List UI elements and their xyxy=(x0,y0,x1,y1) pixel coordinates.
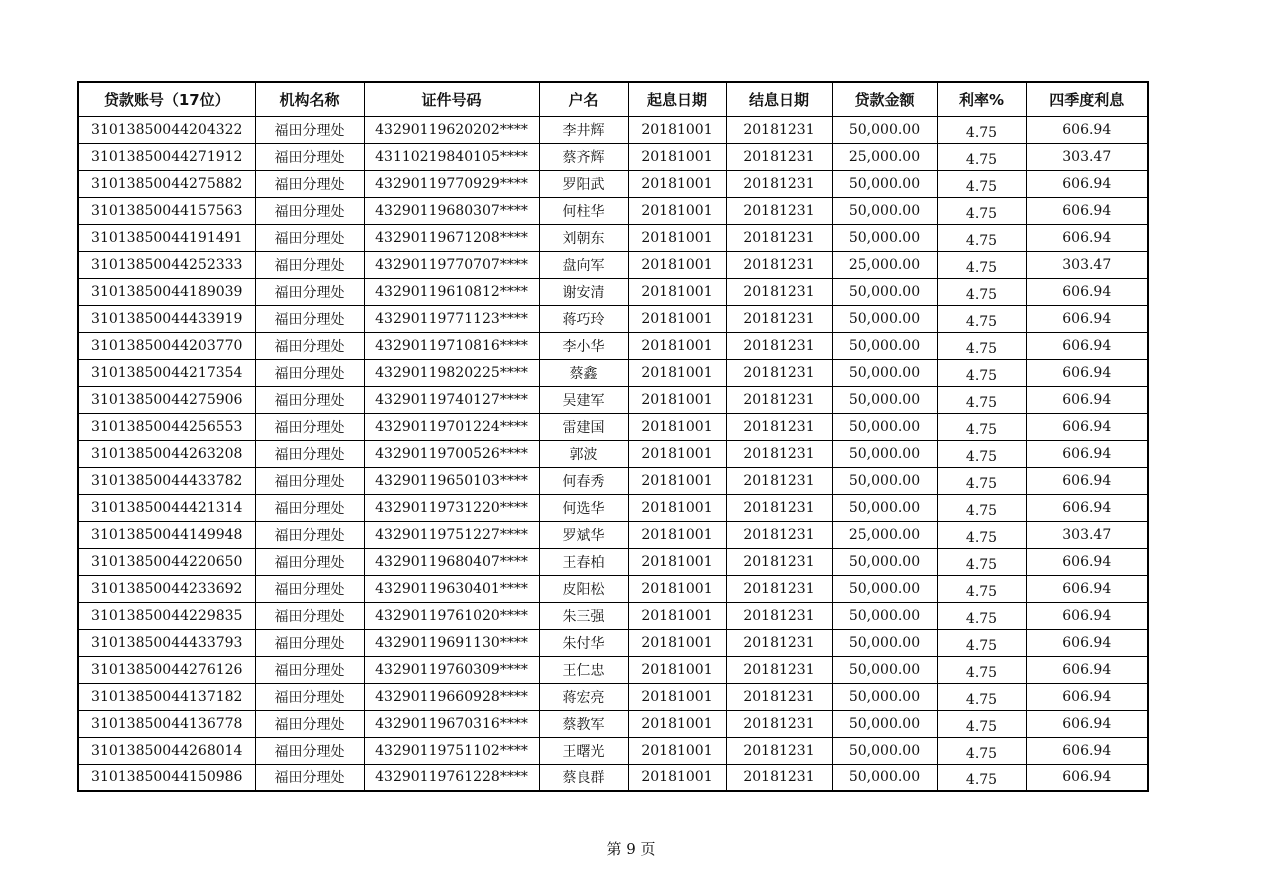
cell-start-date: 20181001 xyxy=(628,224,726,251)
cell-institution: 福田分理处 xyxy=(255,494,364,521)
cell-q4-interest: 606.94 xyxy=(1026,548,1148,575)
table-row xyxy=(78,602,1148,629)
cell-settle-date: 20181231 xyxy=(726,602,832,629)
cell-institution: 福田分理处 xyxy=(255,737,364,764)
table-row xyxy=(78,143,1148,170)
table-row xyxy=(78,305,1148,332)
cell-loan-account: 31013850044150986 xyxy=(78,764,255,791)
cell-interest-rate: 4.75 xyxy=(937,116,1026,143)
cell-loan-amount: 50,000.00 xyxy=(832,386,937,413)
cell-loan-amount: 50,000.00 xyxy=(832,710,937,737)
cell-loan-amount: 50,000.00 xyxy=(832,602,937,629)
cell-institution: 福田分理处 xyxy=(255,656,364,683)
cell-settle-date: 20181231 xyxy=(726,170,832,197)
cell-interest-rate: 4.75 xyxy=(937,251,1026,278)
cell-id-number: 43290119751227**** xyxy=(364,521,539,548)
cell-id-number: 43290119820225**** xyxy=(364,359,539,386)
cell-q4-interest: 606.94 xyxy=(1026,116,1148,143)
cell-id-number: 43290119761020**** xyxy=(364,602,539,629)
cell-settle-date: 20181231 xyxy=(726,656,832,683)
cell-loan-account: 31013850044203770 xyxy=(78,332,255,359)
cell-loan-account: 31013850044433919 xyxy=(78,305,255,332)
header-settle-date: 结息日期 xyxy=(726,82,832,116)
cell-loan-amount: 25,000.00 xyxy=(832,521,937,548)
cell-loan-amount: 25,000.00 xyxy=(832,143,937,170)
cell-q4-interest: 606.94 xyxy=(1026,602,1148,629)
table-row xyxy=(78,413,1148,440)
cell-account-name: 王仁忠 xyxy=(539,656,628,683)
cell-q4-interest: 606.94 xyxy=(1026,359,1148,386)
cell-loan-amount: 50,000.00 xyxy=(832,683,937,710)
cell-account-name: 何春秀 xyxy=(539,467,628,494)
cell-start-date: 20181001 xyxy=(628,386,726,413)
cell-start-date: 20181001 xyxy=(628,440,726,467)
cell-interest-rate: 4.75 xyxy=(937,143,1026,170)
cell-account-name: 蔡教军 xyxy=(539,710,628,737)
table-row xyxy=(78,494,1148,521)
cell-institution: 福田分理处 xyxy=(255,467,364,494)
cell-account-name: 蔡鑫 xyxy=(539,359,628,386)
cell-start-date: 20181001 xyxy=(628,170,726,197)
cell-interest-rate: 4.75 xyxy=(937,602,1026,629)
cell-id-number: 43290119710816**** xyxy=(364,332,539,359)
cell-settle-date: 20181231 xyxy=(726,116,832,143)
cell-id-number: 43290119630401**** xyxy=(364,575,539,602)
header-institution: 机构名称 xyxy=(255,82,364,116)
cell-account-name: 蔡齐辉 xyxy=(539,143,628,170)
cell-settle-date: 20181231 xyxy=(726,305,832,332)
cell-start-date: 20181001 xyxy=(628,710,726,737)
cell-id-number: 43290119731220**** xyxy=(364,494,539,521)
cell-account-name: 何选华 xyxy=(539,494,628,521)
cell-account-name: 李井辉 xyxy=(539,116,628,143)
cell-loan-account: 31013850044204322 xyxy=(78,116,255,143)
cell-start-date: 20181001 xyxy=(628,197,726,224)
header-q4-interest: 四季度利息 xyxy=(1026,82,1148,116)
cell-id-number: 43290119771123**** xyxy=(364,305,539,332)
cell-loan-account: 31013850044149948 xyxy=(78,521,255,548)
cell-id-number: 43290119700526**** xyxy=(364,440,539,467)
cell-loan-amount: 50,000.00 xyxy=(832,332,937,359)
cell-settle-date: 20181231 xyxy=(726,440,832,467)
cell-interest-rate: 4.75 xyxy=(937,737,1026,764)
cell-settle-date: 20181231 xyxy=(726,710,832,737)
table-header-row xyxy=(78,82,1148,116)
table-row xyxy=(78,629,1148,656)
cell-settle-date: 20181231 xyxy=(726,521,832,548)
cell-loan-account: 31013850044256553 xyxy=(78,413,255,440)
cell-start-date: 20181001 xyxy=(628,521,726,548)
cell-loan-amount: 50,000.00 xyxy=(832,116,937,143)
cell-settle-date: 20181231 xyxy=(726,359,832,386)
cell-settle-date: 20181231 xyxy=(726,224,832,251)
cell-start-date: 20181001 xyxy=(628,359,726,386)
cell-institution: 福田分理处 xyxy=(255,197,364,224)
table-row xyxy=(78,575,1148,602)
cell-start-date: 20181001 xyxy=(628,656,726,683)
cell-start-date: 20181001 xyxy=(628,116,726,143)
cell-institution: 福田分理处 xyxy=(255,413,364,440)
cell-settle-date: 20181231 xyxy=(726,278,832,305)
cell-institution: 福田分理处 xyxy=(255,602,364,629)
cell-interest-rate: 4.75 xyxy=(937,656,1026,683)
header-id-number: 证件号码 xyxy=(364,82,539,116)
cell-q4-interest: 606.94 xyxy=(1026,440,1148,467)
cell-loan-account: 31013850044189039 xyxy=(78,278,255,305)
cell-loan-amount: 50,000.00 xyxy=(832,764,937,791)
table-row xyxy=(78,548,1148,575)
cell-q4-interest: 606.94 xyxy=(1026,737,1148,764)
cell-id-number: 43290119770707**** xyxy=(364,251,539,278)
cell-institution: 福田分理处 xyxy=(255,683,364,710)
cell-settle-date: 20181231 xyxy=(726,197,832,224)
cell-institution: 福田分理处 xyxy=(255,710,364,737)
cell-loan-amount: 50,000.00 xyxy=(832,467,937,494)
cell-start-date: 20181001 xyxy=(628,413,726,440)
cell-q4-interest: 606.94 xyxy=(1026,413,1148,440)
cell-account-name: 刘朝东 xyxy=(539,224,628,251)
cell-q4-interest: 606.94 xyxy=(1026,629,1148,656)
cell-id-number: 43290119680407**** xyxy=(364,548,539,575)
cell-account-name: 罗阳武 xyxy=(539,170,628,197)
cell-settle-date: 20181231 xyxy=(726,575,832,602)
table-row xyxy=(78,251,1148,278)
cell-interest-rate: 4.75 xyxy=(937,278,1026,305)
cell-q4-interest: 606.94 xyxy=(1026,467,1148,494)
cell-q4-interest: 606.94 xyxy=(1026,494,1148,521)
cell-loan-account: 31013850044137182 xyxy=(78,683,255,710)
cell-interest-rate: 4.75 xyxy=(937,683,1026,710)
cell-interest-rate: 4.75 xyxy=(937,170,1026,197)
cell-loan-amount: 50,000.00 xyxy=(832,494,937,521)
cell-start-date: 20181001 xyxy=(628,764,726,791)
cell-account-name: 罗斌华 xyxy=(539,521,628,548)
cell-account-name: 郭波 xyxy=(539,440,628,467)
cell-institution: 福田分理处 xyxy=(255,332,364,359)
cell-settle-date: 20181231 xyxy=(726,737,832,764)
cell-loan-account: 31013850044233692 xyxy=(78,575,255,602)
cell-q4-interest: 606.94 xyxy=(1026,386,1148,413)
table-row xyxy=(78,764,1148,791)
cell-start-date: 20181001 xyxy=(628,332,726,359)
table-row xyxy=(78,359,1148,386)
cell-q4-interest: 606.94 xyxy=(1026,278,1148,305)
cell-q4-interest: 606.94 xyxy=(1026,710,1148,737)
cell-interest-rate: 4.75 xyxy=(937,629,1026,656)
cell-q4-interest: 606.94 xyxy=(1026,683,1148,710)
table-row xyxy=(78,683,1148,710)
cell-loan-amount: 50,000.00 xyxy=(832,359,937,386)
cell-institution: 福田分理处 xyxy=(255,251,364,278)
cell-start-date: 20181001 xyxy=(628,602,726,629)
cell-q4-interest: 606.94 xyxy=(1026,656,1148,683)
table-row xyxy=(78,170,1148,197)
cell-account-name: 王曙光 xyxy=(539,737,628,764)
cell-settle-date: 20181231 xyxy=(726,629,832,656)
table-row xyxy=(78,224,1148,251)
cell-interest-rate: 4.75 xyxy=(937,359,1026,386)
table-row xyxy=(78,278,1148,305)
cell-account-name: 朱三强 xyxy=(539,602,628,629)
cell-settle-date: 20181231 xyxy=(726,332,832,359)
cell-start-date: 20181001 xyxy=(628,251,726,278)
cell-q4-interest: 606.94 xyxy=(1026,575,1148,602)
cell-institution: 福田分理处 xyxy=(255,386,364,413)
cell-interest-rate: 4.75 xyxy=(937,440,1026,467)
table-row xyxy=(78,197,1148,224)
cell-interest-rate: 4.75 xyxy=(937,521,1026,548)
cell-start-date: 20181001 xyxy=(628,278,726,305)
cell-loan-amount: 50,000.00 xyxy=(832,629,937,656)
cell-account-name: 何柱华 xyxy=(539,197,628,224)
cell-loan-amount: 50,000.00 xyxy=(832,656,937,683)
header-start-date: 起息日期 xyxy=(628,82,726,116)
cell-loan-account: 31013850044275882 xyxy=(78,170,255,197)
table-body xyxy=(78,116,1148,791)
cell-id-number: 43290119760309**** xyxy=(364,656,539,683)
cell-institution: 福田分理处 xyxy=(255,521,364,548)
cell-account-name: 谢安清 xyxy=(539,278,628,305)
cell-account-name: 蒋宏亮 xyxy=(539,683,628,710)
header-account-name: 户名 xyxy=(539,82,628,116)
cell-loan-amount: 50,000.00 xyxy=(832,224,937,251)
cell-start-date: 20181001 xyxy=(628,467,726,494)
cell-interest-rate: 4.75 xyxy=(937,224,1026,251)
cell-settle-date: 20181231 xyxy=(726,143,832,170)
cell-institution: 福田分理处 xyxy=(255,278,364,305)
cell-q4-interest: 606.94 xyxy=(1026,305,1148,332)
cell-settle-date: 20181231 xyxy=(726,251,832,278)
cell-loan-amount: 50,000.00 xyxy=(832,170,937,197)
cell-start-date: 20181001 xyxy=(628,683,726,710)
cell-id-number: 43290119671208**** xyxy=(364,224,539,251)
cell-loan-account: 31013850044157563 xyxy=(78,197,255,224)
cell-id-number: 43290119751102**** xyxy=(364,737,539,764)
cell-start-date: 20181001 xyxy=(628,575,726,602)
cell-loan-account: 31013850044217354 xyxy=(78,359,255,386)
cell-q4-interest: 303.47 xyxy=(1026,143,1148,170)
header-loan-account: 贷款账号（17位） xyxy=(78,82,255,116)
cell-loan-account: 31013850044229835 xyxy=(78,602,255,629)
cell-start-date: 20181001 xyxy=(628,494,726,521)
cell-institution: 福田分理处 xyxy=(255,629,364,656)
cell-id-number: 43290119650103**** xyxy=(364,467,539,494)
cell-institution: 福田分理处 xyxy=(255,575,364,602)
cell-interest-rate: 4.75 xyxy=(937,467,1026,494)
cell-interest-rate: 4.75 xyxy=(937,332,1026,359)
cell-start-date: 20181001 xyxy=(628,143,726,170)
cell-start-date: 20181001 xyxy=(628,629,726,656)
cell-interest-rate: 4.75 xyxy=(937,494,1026,521)
cell-loan-account: 31013850044275906 xyxy=(78,386,255,413)
cell-institution: 福田分理处 xyxy=(255,359,364,386)
cell-loan-account: 31013850044433793 xyxy=(78,629,255,656)
table-row xyxy=(78,116,1148,143)
cell-interest-rate: 4.75 xyxy=(937,386,1026,413)
cell-interest-rate: 4.75 xyxy=(937,305,1026,332)
cell-q4-interest: 303.47 xyxy=(1026,251,1148,278)
cell-settle-date: 20181231 xyxy=(726,386,832,413)
cell-id-number: 43290119610812**** xyxy=(364,278,539,305)
cell-account-name: 朱付华 xyxy=(539,629,628,656)
cell-settle-date: 20181231 xyxy=(726,764,832,791)
cell-institution: 福田分理处 xyxy=(255,116,364,143)
cell-loan-amount: 50,000.00 xyxy=(832,575,937,602)
cell-loan-amount: 50,000.00 xyxy=(832,305,937,332)
table-row xyxy=(78,332,1148,359)
cell-settle-date: 20181231 xyxy=(726,548,832,575)
cell-loan-amount: 50,000.00 xyxy=(832,197,937,224)
cell-interest-rate: 4.75 xyxy=(937,197,1026,224)
cell-account-name: 盘向军 xyxy=(539,251,628,278)
cell-loan-amount: 50,000.00 xyxy=(832,440,937,467)
cell-account-name: 王春柏 xyxy=(539,548,628,575)
table-row xyxy=(78,440,1148,467)
cell-loan-account: 31013850044268014 xyxy=(78,737,255,764)
cell-institution: 福田分理处 xyxy=(255,143,364,170)
cell-institution: 福田分理处 xyxy=(255,170,364,197)
cell-id-number: 43290119670316**** xyxy=(364,710,539,737)
cell-loan-account: 31013850044276126 xyxy=(78,656,255,683)
cell-q4-interest: 606.94 xyxy=(1026,332,1148,359)
cell-loan-account: 31013850044220650 xyxy=(78,548,255,575)
cell-institution: 福田分理处 xyxy=(255,440,364,467)
cell-interest-rate: 4.75 xyxy=(937,413,1026,440)
table-row xyxy=(78,386,1148,413)
cell-account-name: 蒋巧玲 xyxy=(539,305,628,332)
cell-loan-account: 31013850044191491 xyxy=(78,224,255,251)
cell-id-number: 43290119770929**** xyxy=(364,170,539,197)
cell-q4-interest: 303.47 xyxy=(1026,521,1148,548)
cell-id-number: 43110219840105**** xyxy=(364,143,539,170)
cell-loan-account: 31013850044136778 xyxy=(78,710,255,737)
cell-id-number: 43290119680307**** xyxy=(364,197,539,224)
cell-id-number: 43290119691130**** xyxy=(364,629,539,656)
cell-institution: 福田分理处 xyxy=(255,548,364,575)
cell-q4-interest: 606.94 xyxy=(1026,224,1148,251)
cell-interest-rate: 4.75 xyxy=(937,764,1026,791)
cell-loan-amount: 50,000.00 xyxy=(832,548,937,575)
cell-settle-date: 20181231 xyxy=(726,683,832,710)
table-row xyxy=(78,710,1148,737)
page-number: 第 9 页 xyxy=(606,840,656,858)
cell-start-date: 20181001 xyxy=(628,737,726,764)
cell-institution: 福田分理处 xyxy=(255,305,364,332)
table-row xyxy=(78,521,1148,548)
cell-account-name: 雷建国 xyxy=(539,413,628,440)
cell-id-number: 43290119701224**** xyxy=(364,413,539,440)
cell-id-number: 43290119761228**** xyxy=(364,764,539,791)
cell-account-name: 李小华 xyxy=(539,332,628,359)
cell-loan-account: 31013850044433782 xyxy=(78,467,255,494)
cell-interest-rate: 4.75 xyxy=(937,710,1026,737)
cell-account-name: 吴建军 xyxy=(539,386,628,413)
cell-id-number: 43290119620202**** xyxy=(364,116,539,143)
cell-institution: 福田分理处 xyxy=(255,224,364,251)
cell-start-date: 20181001 xyxy=(628,305,726,332)
cell-id-number: 43290119660928**** xyxy=(364,683,539,710)
cell-settle-date: 20181231 xyxy=(726,413,832,440)
cell-loan-account: 31013850044421314 xyxy=(78,494,255,521)
cell-loan-amount: 50,000.00 xyxy=(832,737,937,764)
cell-id-number: 43290119740127**** xyxy=(364,386,539,413)
table-row xyxy=(78,467,1148,494)
header-loan-amount: 贷款金额 xyxy=(832,82,937,116)
cell-loan-account: 31013850044271912 xyxy=(78,143,255,170)
cell-q4-interest: 606.94 xyxy=(1026,197,1148,224)
cell-interest-rate: 4.75 xyxy=(937,575,1026,602)
cell-loan-amount: 50,000.00 xyxy=(832,413,937,440)
cell-start-date: 20181001 xyxy=(628,548,726,575)
table-row xyxy=(78,656,1148,683)
header-interest-rate: 利率% xyxy=(937,82,1026,116)
cell-interest-rate: 4.75 xyxy=(937,548,1026,575)
cell-q4-interest: 606.94 xyxy=(1026,764,1148,791)
cell-loan-account: 31013850044252333 xyxy=(78,251,255,278)
cell-account-name: 蔡良群 xyxy=(539,764,628,791)
cell-loan-account: 31013850044263208 xyxy=(78,440,255,467)
cell-account-name: 皮阳松 xyxy=(539,575,628,602)
cell-settle-date: 20181231 xyxy=(726,494,832,521)
cell-settle-date: 20181231 xyxy=(726,467,832,494)
cell-loan-amount: 50,000.00 xyxy=(832,278,937,305)
cell-institution: 福田分理处 xyxy=(255,764,364,791)
loan-interest-table xyxy=(77,81,1149,792)
cell-loan-amount: 25,000.00 xyxy=(832,251,937,278)
table-row xyxy=(78,737,1148,764)
cell-q4-interest: 606.94 xyxy=(1026,170,1148,197)
